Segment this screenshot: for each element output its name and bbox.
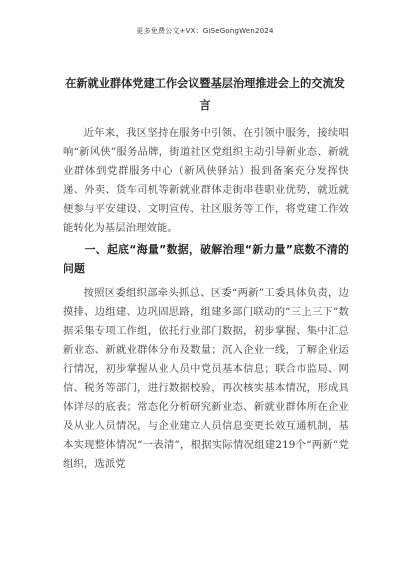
header-watermark-note: 更多免费公文+VX：GiSeGongWen2024: [136, 27, 274, 35]
document-body: [63, 124, 349, 474]
document-title: 在新就业群体党建工作会议暨基层治理推进会上的交流发言: [65, 77, 345, 112]
section-1-paragraph: 按照区委组织部牵头抓总、区委“两新”工委具体负责，边摸排、边组建、边巩固思路，组建多部门联动的“三上三下”数据采集专项工作组，依托行业部门数据，初步掌握、集中汇总新业态、新就业群体分布及数量；沉入企业一线，了解企业运行情况，初步掌握从业人员中党员基本信息；联合市监局、网信、税务等部门，进行数据校验，再次核实基本情况，形成具体详尽的底表；常态化分析研究新业态、新就业群体所在企业及从业人员情况，与企业建立人员信息变更长效互通机制，基本实现整体情况“一表清”，根据实际情况组建219个“两新”党组织，选派党: [63, 287, 349, 470]
section-heading-1: 一、起底“海量”数据，破解治理“新力量”底数不清的问题: [63, 243, 349, 275]
intro-paragraph: 近年来，我区坚持在服务中引领、在引领中服务，接续唱响“新风侠”服务品牌，街道社区党组织主动引导新业态、新就业群体到党群服务中心（新风侠驿站）报到备案充分发挥快递、外卖、货车司机等新就业群体走街串巷职业优势，就近就便参与平安建设、文明宣传、社区服务等工作，将党建工作效能转化为基层治理效能。: [63, 127, 349, 234]
